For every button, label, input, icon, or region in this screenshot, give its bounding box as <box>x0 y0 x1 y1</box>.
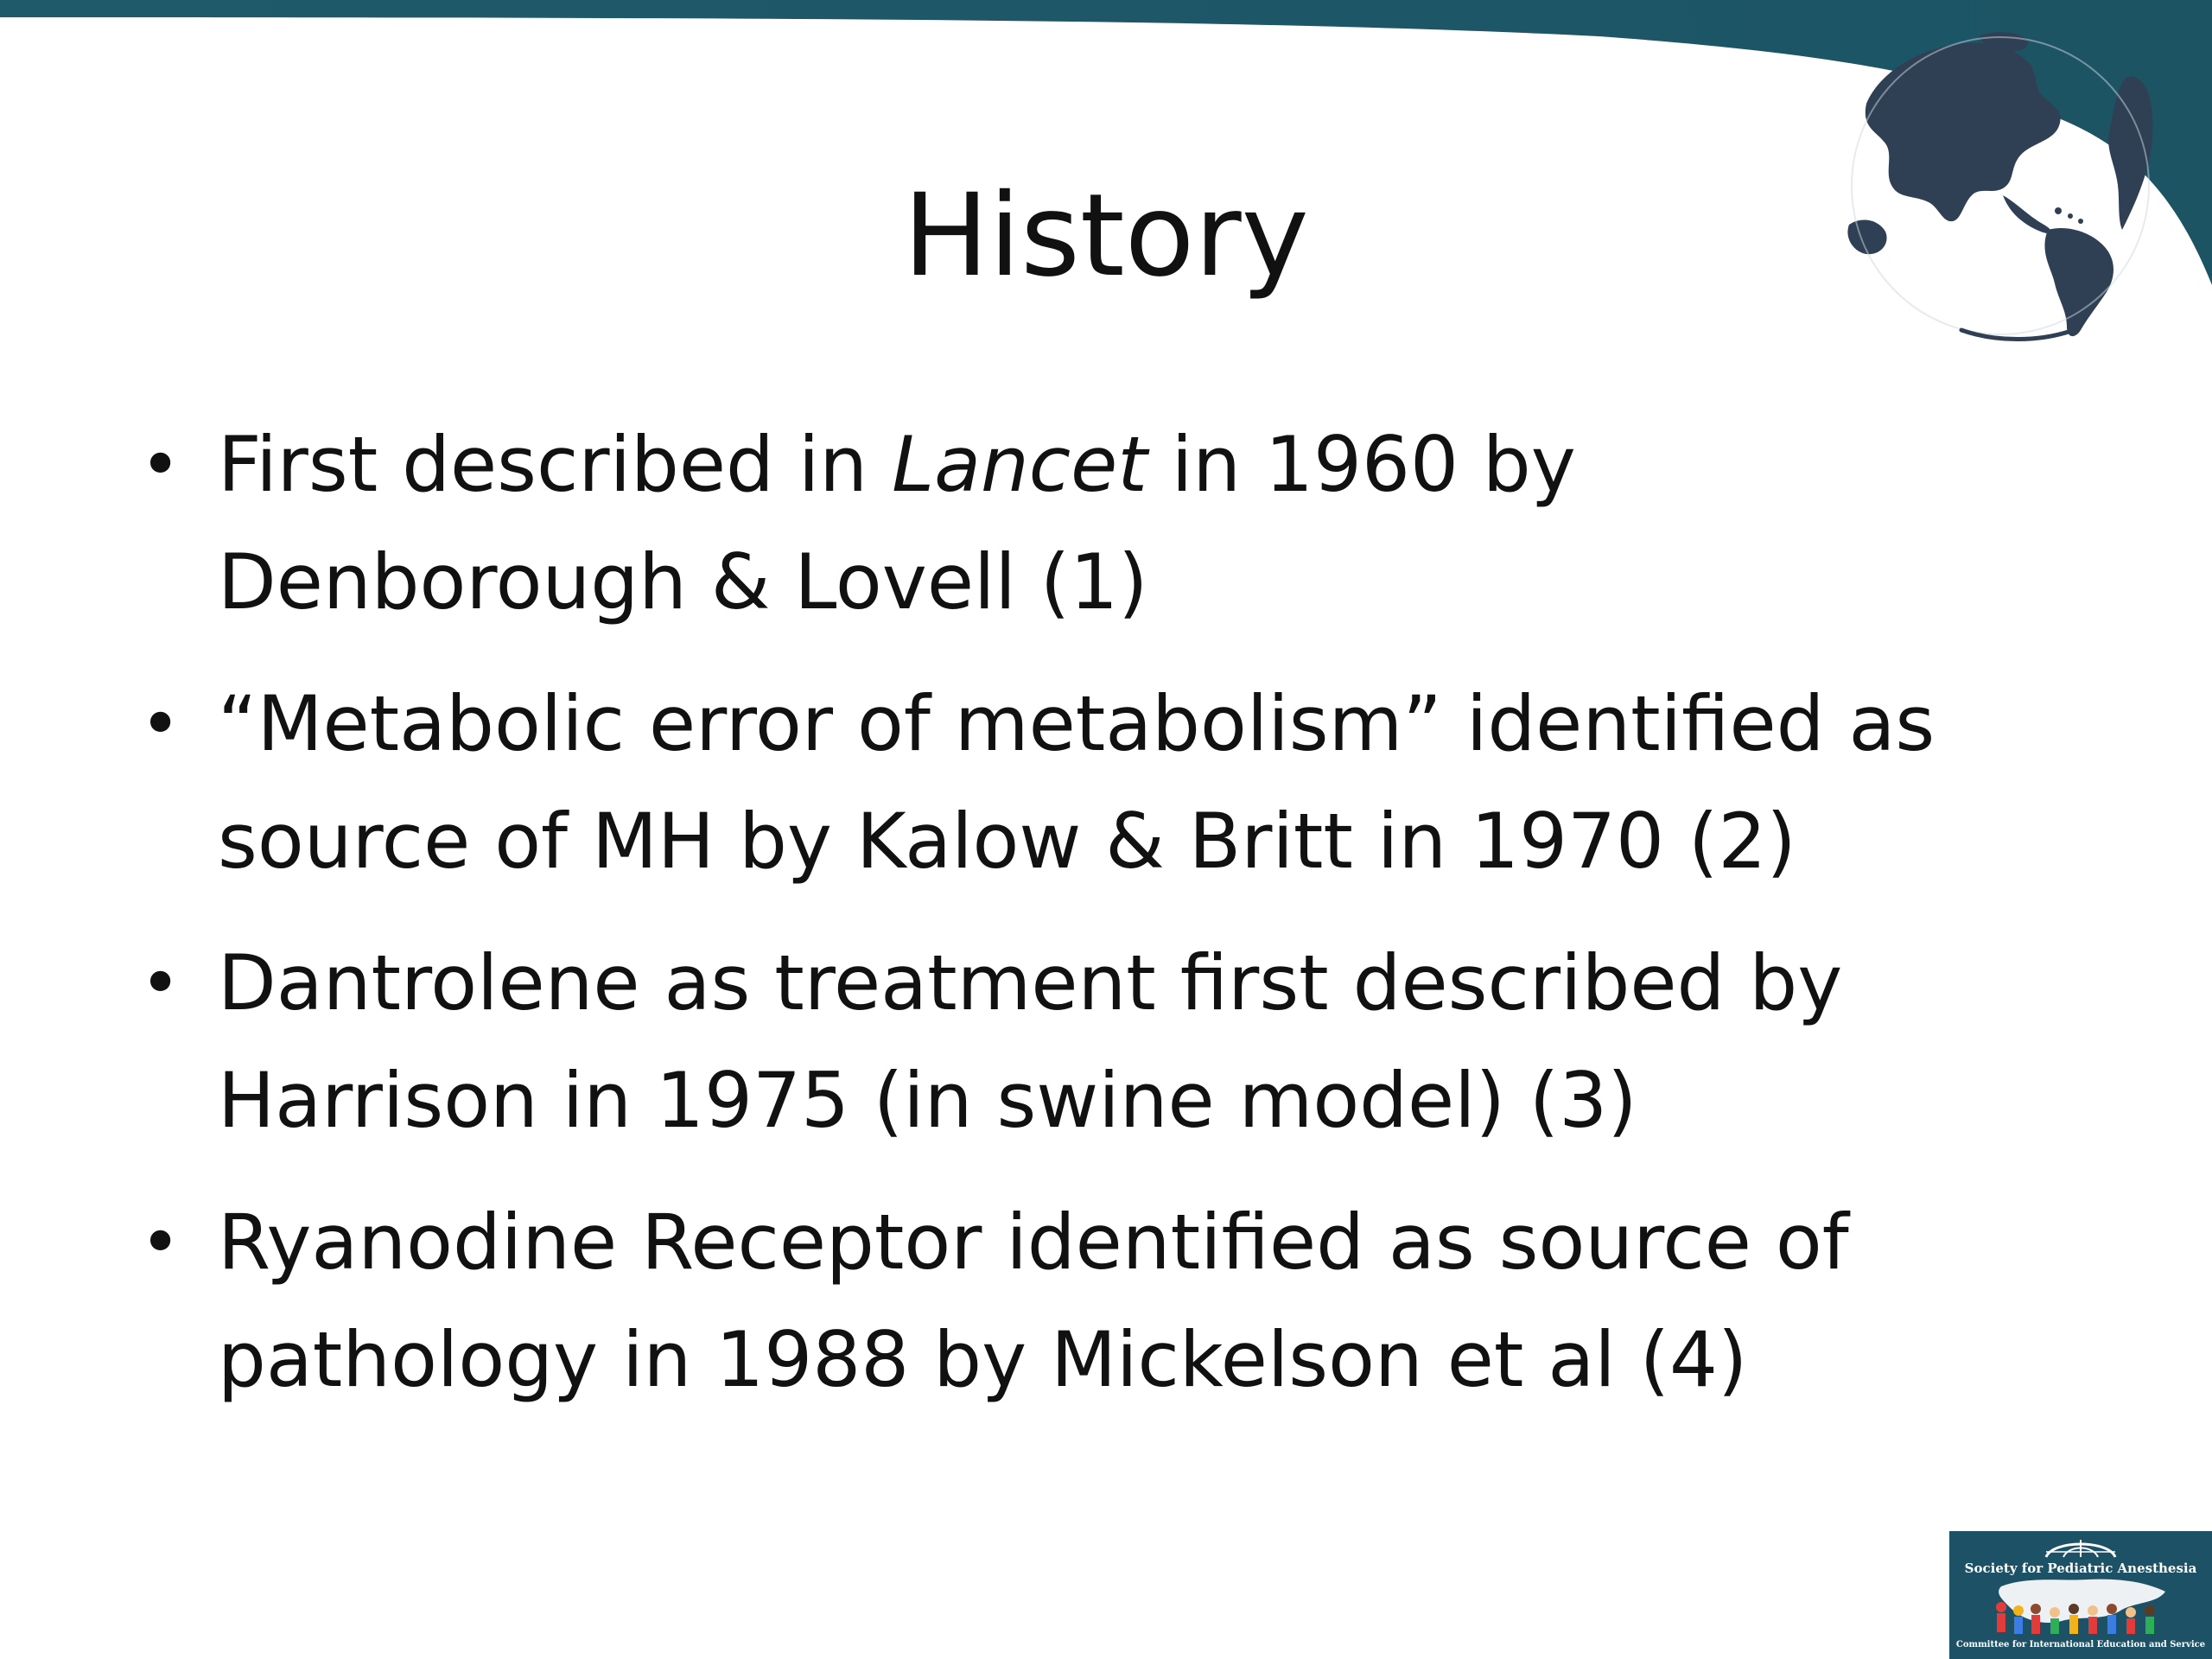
bullet-dot-icon: • <box>140 1202 181 1282</box>
logo-committee-name: Committee for International Education and Service <box>1955 1640 2206 1649</box>
bullet-item <box>130 665 2117 900</box>
bullet-item <box>130 1184 2117 1419</box>
bullet-text: in 1960 by <box>1147 420 1576 509</box>
bullet-dot-icon: • <box>140 943 181 1023</box>
bullet-text: First described in <box>218 420 893 509</box>
bullet-line <box>218 1042 2117 1160</box>
bullet-line <box>218 406 2117 524</box>
bullet-line <box>218 665 2117 783</box>
spa-logo-icon <box>1949 1531 2212 1659</box>
bullet-item <box>130 406 2117 641</box>
bullet-line <box>218 1184 2117 1301</box>
bullet-text: Denborough & Lovell (1) <box>218 537 1148 626</box>
bullet-text: pathology in 1988 by Mickelson et al (4) <box>218 1315 1748 1404</box>
bullet-text: Harrison in 1975 (in swine model) (3) <box>218 1056 1637 1145</box>
bullet-text-italic: Lancet <box>892 420 1147 509</box>
bullet-dot-icon: • <box>140 683 181 764</box>
bullet-text: Dantrolene as treatment first described by <box>218 938 1843 1027</box>
bullet-item <box>130 925 2117 1160</box>
bullet-list <box>130 406 2117 1443</box>
bullet-line <box>218 925 2117 1042</box>
bullet-text: Ryanodine Receptor identified as source of <box>218 1198 1849 1287</box>
bullet-text: “Metabolic error of metabolism” identified as <box>218 679 1936 768</box>
logo-society-name: Society for Pediatric Anesthesia <box>1964 1560 2197 1576</box>
bullet-line <box>218 524 2117 641</box>
page-title: History <box>903 169 1309 302</box>
bullet-text: source of MH by Kalow & Britt in 1970 (2) <box>218 797 1796 886</box>
bullet-line <box>218 1301 2117 1419</box>
bullet-dot-icon: • <box>140 424 181 505</box>
bullet-line <box>218 783 2117 900</box>
